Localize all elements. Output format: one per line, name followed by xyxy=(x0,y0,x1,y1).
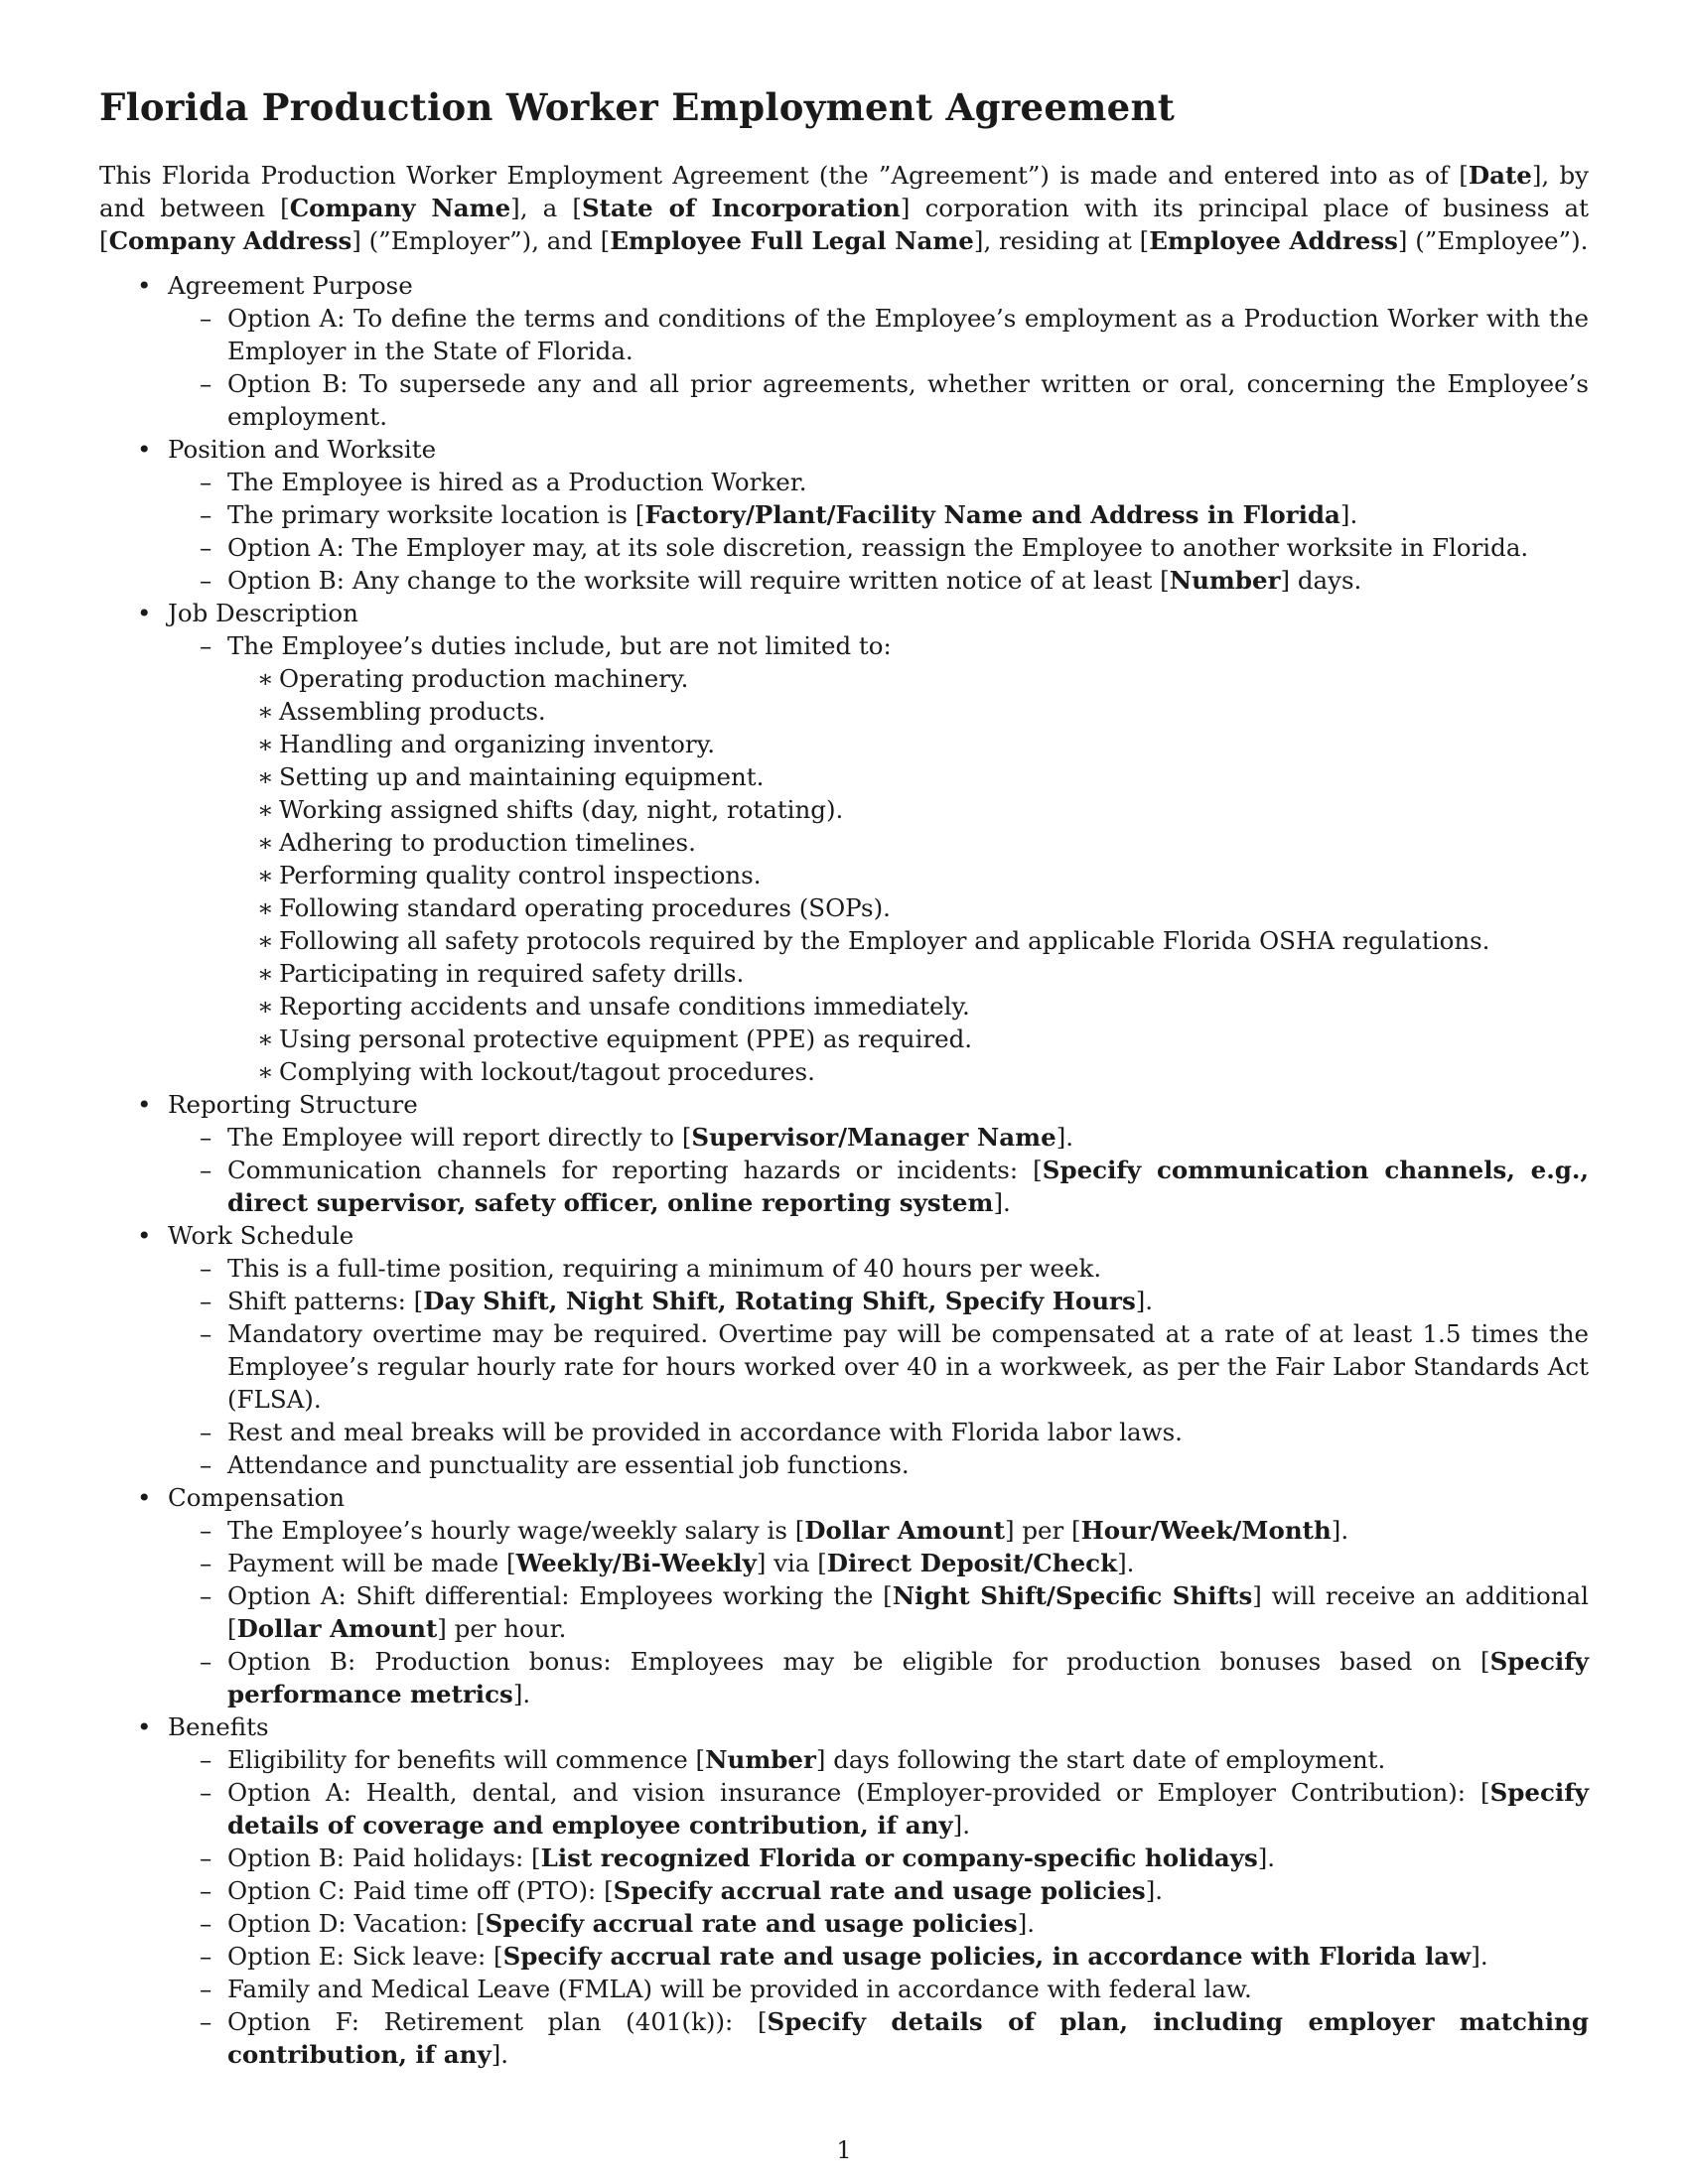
text-run: ] days following the start date of employment. xyxy=(815,1745,1386,1775)
text-run: Mandatory overtime may be required. Overtime pay will be compensated at a rate of at least 1.5 times the Employee’s regular hourly rate for hours worked over 40 in a workweek, as per the Fair Labor Standards Act (FLSA). xyxy=(227,1319,1589,1415)
text-run: Option A: Health, dental, and vision insurance (Employer-provided or Employer Contribution): [ xyxy=(227,1778,1490,1808)
duty-item xyxy=(227,793,1589,826)
duty-text: Following standard operating procedures (SOPs). xyxy=(279,893,891,923)
placeholder-field: Night Shift/Specific Shifts xyxy=(892,1581,1253,1611)
duty-item xyxy=(227,695,1589,728)
duty-item xyxy=(227,1055,1589,1088)
text-run: ] corporation with its principal place of business at [ xyxy=(99,194,1590,256)
text-run: ]. xyxy=(952,1811,970,1841)
clause-item xyxy=(168,1547,1589,1579)
placeholder-field: Employee Full Legal Name xyxy=(610,226,974,256)
clause-item xyxy=(168,1121,1589,1154)
section-item xyxy=(99,597,1589,1088)
clause-item xyxy=(168,1645,1589,1710)
asterisk-marker: ∗ xyxy=(257,762,274,792)
clause-item xyxy=(168,498,1589,531)
asterisk-marker: ∗ xyxy=(257,893,274,923)
text-run: The Employee is hired as a Production Worker. xyxy=(227,468,807,497)
placeholder-field: Specify details of coverage and employee contribution, if any xyxy=(227,1778,1589,1841)
text-run: ] per hour. xyxy=(437,1614,567,1644)
dash-marker: – xyxy=(200,1123,212,1153)
clause-item xyxy=(168,2005,1589,2071)
clause-item xyxy=(168,1907,1589,1940)
dash-marker: – xyxy=(200,1745,212,1775)
placeholder-field: Date xyxy=(1468,161,1532,191)
asterisk-marker: ∗ xyxy=(257,828,274,858)
section-item xyxy=(99,1710,1589,2071)
dash-marker: – xyxy=(200,369,212,399)
clause-item xyxy=(168,1514,1589,1547)
text-run: Payment will be made [ xyxy=(227,1549,516,1578)
clause-list xyxy=(168,1121,1589,1219)
duty-item xyxy=(227,859,1589,891)
section-heading: Work Schedule xyxy=(168,1221,354,1251)
clause-item xyxy=(168,1448,1589,1481)
asterisk-marker: ∗ xyxy=(257,959,274,989)
duty-item xyxy=(227,924,1589,957)
text-run: Family and Medical Leave (FMLA) will be provided in accordance with federal law. xyxy=(227,1975,1252,2004)
asterisk-marker: ∗ xyxy=(257,1057,274,1087)
placeholder-field: Specify communication channels, e.g., direct supervisor, safety officer, online reporting system xyxy=(227,1156,1589,1218)
dash-marker: – xyxy=(200,1975,212,2004)
text-run: ] via [ xyxy=(756,1549,827,1578)
placeholder-field: Day Shift, Night Shift, Rotating Shift, Specify Hours xyxy=(423,1287,1136,1316)
duty-item xyxy=(227,957,1589,990)
text-run: Option A: Shift differential: Employees working the [ xyxy=(227,1581,893,1611)
bullet-marker: • xyxy=(137,599,152,628)
placeholder-field: Number xyxy=(705,1745,816,1775)
clause-item xyxy=(168,1252,1589,1285)
placeholder-field: Specify accrual rate and usage policies xyxy=(485,1909,1018,1939)
asterisk-marker: ∗ xyxy=(257,795,274,825)
text-run: Option F: Retirement plan (401(k)): [ xyxy=(227,2007,768,2037)
duty-item xyxy=(227,826,1589,859)
dash-marker: – xyxy=(200,1319,212,1349)
text-run: This Florida Production Worker Employment Agreement (the ”Agreement”) is made and entered into as of [ xyxy=(99,161,1469,191)
dash-marker: – xyxy=(200,1581,212,1611)
page-number: 1 xyxy=(836,2136,852,2164)
dash-marker: – xyxy=(200,1778,212,1808)
dash-marker: – xyxy=(200,1156,212,1185)
text-run: ]. xyxy=(1017,1909,1036,1939)
duty-text: Performing quality control inspections. xyxy=(279,861,762,890)
dash-marker: – xyxy=(200,1254,212,1284)
dash-marker: – xyxy=(200,1287,212,1316)
dash-marker: – xyxy=(200,1909,212,1939)
dash-marker: – xyxy=(200,1418,212,1447)
dash-marker: – xyxy=(200,1942,212,1972)
text-run: ] per [ xyxy=(1005,1516,1081,1546)
text-run: ], residing at [ xyxy=(973,226,1150,256)
clause-item xyxy=(168,1973,1589,2005)
placeholder-field: Hour/Week/Month xyxy=(1080,1516,1332,1546)
text-run: Option B: Paid holidays: [ xyxy=(227,1843,541,1873)
text-run: Communication channels for reporting hazards or incidents: [ xyxy=(227,1156,1043,1185)
duty-text: Assembling products. xyxy=(279,697,546,727)
dash-marker: – xyxy=(200,631,212,661)
duty-item xyxy=(227,990,1589,1023)
clause-list xyxy=(168,466,1589,597)
placeholder-field: List recognized Florida or company-specific holidays xyxy=(540,1843,1258,1873)
dash-marker: – xyxy=(200,468,212,497)
duty-item xyxy=(227,891,1589,924)
text-run: Option B: Production bonus: Employees may be eligible for production bonuses based on [ xyxy=(227,1647,1490,1677)
text-run: ] (”Employee”). xyxy=(1397,226,1589,256)
section-heading: Reporting Structure xyxy=(168,1090,418,1120)
text-run: The Employee’s hourly wage/weekly salary is [ xyxy=(227,1516,805,1546)
clause-item xyxy=(168,1940,1589,1973)
section-heading: Benefits xyxy=(168,1712,269,1742)
placeholder-field: Supervisor/Manager Name xyxy=(691,1123,1056,1153)
placeholder-field: Specify accrual rate and usage policies xyxy=(613,1876,1146,1906)
section-item xyxy=(99,433,1589,597)
text-run: ] (”Employer”), and [ xyxy=(352,226,611,256)
placeholder-field: Specify details of plan, including employer matching contribution, if any xyxy=(227,2007,1589,2070)
placeholder-field: Direct Deposit/Check xyxy=(826,1549,1118,1578)
clause-list xyxy=(168,1514,1589,1710)
text-run: Option B: To supersede any and all prior agreements, whether written or oral, concerning the Employee’s employment. xyxy=(227,369,1589,432)
clause-item xyxy=(168,1317,1589,1416)
duty-text: Operating production machinery. xyxy=(279,664,689,694)
placeholder-field: Employee Address xyxy=(1149,226,1398,256)
placeholder-field: State of Incorporation xyxy=(581,194,901,223)
text-run: ]. xyxy=(1339,500,1358,530)
dash-marker: – xyxy=(200,2007,212,2037)
text-run: This is a full-time position, requiring a minimum of 40 hours per week. xyxy=(227,1254,1102,1284)
duty-text: Working assigned shifts (day, night, rotating). xyxy=(279,795,844,825)
asterisk-marker: ∗ xyxy=(257,926,274,956)
duty-item xyxy=(227,662,1589,695)
duty-item xyxy=(227,728,1589,760)
text-run: ]. xyxy=(1135,1287,1154,1316)
duty-text: Participating in required safety drills. xyxy=(279,959,745,989)
duty-text: Adhering to production timelines. xyxy=(279,828,696,858)
bullet-marker: • xyxy=(137,1483,152,1513)
asterisk-marker: ∗ xyxy=(257,1024,274,1054)
clause-item xyxy=(168,1154,1589,1219)
clause-item xyxy=(168,1842,1589,1874)
bullet-marker: • xyxy=(137,435,152,465)
clause-item xyxy=(168,302,1589,367)
clause-list xyxy=(168,1743,1589,2071)
text-run: Option C: Paid time off (PTO): [ xyxy=(227,1876,614,1906)
text-run: ]. xyxy=(491,2040,509,2070)
clause-item xyxy=(168,1874,1589,1907)
intro-paragraph xyxy=(99,159,1589,257)
placeholder-field: Number xyxy=(1169,566,1281,596)
section-item xyxy=(99,269,1589,433)
dash-marker: – xyxy=(200,1549,212,1578)
text-run: ], by and between [ xyxy=(99,161,1589,223)
section-list xyxy=(99,269,1589,2071)
text-run: Option E: Sick leave: [ xyxy=(227,1942,503,1972)
clause-item xyxy=(168,1416,1589,1448)
text-run: ]. xyxy=(1145,1876,1164,1906)
asterisk-marker: ∗ xyxy=(257,861,274,890)
duty-text: Following all safety protocols required by the Employer and applicable Florida OSHA regulations. xyxy=(279,926,1490,956)
duty-text: Complying with lockout/tagout procedures. xyxy=(279,1057,815,1087)
text-run: Option A: The Employer may, at its sole discretion, reassign the Employee to another worksite in Florida. xyxy=(227,533,1529,563)
placeholder-field: Factory/Plant/Facility Name and Address in Florida xyxy=(644,500,1340,530)
text-run: ]. xyxy=(1117,1549,1135,1578)
document-title: Florida Production Worker Employment Agreement xyxy=(99,85,1176,129)
clause-list xyxy=(168,302,1589,433)
text-run: ], a [ xyxy=(510,194,582,223)
text-run: Shift patterns: [ xyxy=(227,1287,424,1316)
text-run: Option B: Any change to the worksite will require written notice of at least [ xyxy=(227,566,1170,596)
clause-item xyxy=(168,564,1589,597)
dash-marker: – xyxy=(200,500,212,530)
clause-item xyxy=(168,1579,1589,1645)
section-heading: Job Description xyxy=(168,599,358,628)
bullet-marker: • xyxy=(137,1712,152,1742)
placeholder-field: Dollar Amount xyxy=(804,1516,1006,1546)
document-page xyxy=(99,85,1589,2071)
text-run: ] days. xyxy=(1280,566,1362,596)
dash-marker: – xyxy=(200,566,212,596)
duty-item xyxy=(227,1023,1589,1055)
text-run: ]. xyxy=(993,1188,1011,1218)
placeholder-field: Company Address xyxy=(108,226,352,256)
text-run: The Employee will report directly to [ xyxy=(227,1123,692,1153)
duty-text: Handling and organizing inventory. xyxy=(279,730,715,759)
bullet-marker: • xyxy=(137,1090,152,1120)
placeholder-field: Specify accrual rate and usage policies, in accordance with Florida law xyxy=(502,1942,1472,1972)
dash-marker: – xyxy=(200,533,212,563)
clause-list xyxy=(168,1252,1589,1481)
placeholder-field: Weekly/Bi-Weekly xyxy=(515,1549,757,1578)
bullet-marker: • xyxy=(137,271,152,301)
clause-item xyxy=(168,367,1589,433)
placeholder-field: Dollar Amount xyxy=(236,1614,438,1644)
clause-list xyxy=(168,629,1589,1088)
text-run: Attendance and punctuality are essential job functions. xyxy=(227,1450,910,1480)
text-run: ] will receive an additional [ xyxy=(227,1581,1589,1644)
text-run: Rest and meal breaks will be provided in accordance with Florida labor laws. xyxy=(227,1418,1183,1447)
asterisk-marker: ∗ xyxy=(257,697,274,727)
dash-marker: – xyxy=(200,1876,212,1906)
clause-item xyxy=(168,1285,1589,1317)
clause-item xyxy=(168,531,1589,564)
text-run: Eligibility for benefits will commence [ xyxy=(227,1745,706,1775)
text-run: Option D: Vacation: [ xyxy=(227,1909,486,1939)
placeholder-field: Specify performance metrics xyxy=(227,1647,1589,1709)
clause-item xyxy=(168,629,1589,1088)
placeholder-field: Company Name xyxy=(289,194,511,223)
dash-marker: – xyxy=(200,1647,212,1677)
section-item xyxy=(99,1088,1589,1219)
dash-marker: – xyxy=(200,1450,212,1480)
text-run: ]. xyxy=(512,1680,531,1709)
section-item xyxy=(99,1481,1589,1710)
dash-marker: – xyxy=(200,1516,212,1546)
section-heading: Compensation xyxy=(168,1483,346,1513)
text-run: ]. xyxy=(1257,1843,1276,1873)
text-run: Option A: To define the terms and conditions of the Employee’s employment as a Production Worker with the Employer in the State of Florida. xyxy=(227,304,1589,366)
text-run: The primary worksite location is [ xyxy=(227,500,645,530)
text-run: ]. xyxy=(1331,1516,1349,1546)
duty-text: Reporting accidents and unsafe conditions immediately. xyxy=(279,992,970,1022)
duty-item xyxy=(227,760,1589,793)
section-heading: Position and Worksite xyxy=(168,435,437,465)
dash-marker: – xyxy=(200,304,212,334)
asterisk-marker: ∗ xyxy=(257,664,274,694)
clause-item xyxy=(168,1743,1589,1776)
text-run: The Employee’s duties include, but are not limited to: xyxy=(227,631,892,661)
duty-list xyxy=(227,662,1589,1088)
text-run: ]. xyxy=(1471,1942,1488,1972)
clause-item xyxy=(168,1776,1589,1842)
bullet-marker: • xyxy=(137,1221,152,1251)
asterisk-marker: ∗ xyxy=(257,992,274,1022)
text-run: ]. xyxy=(1055,1123,1074,1153)
duty-text: Using personal protective equipment (PPE) as required. xyxy=(279,1024,973,1054)
asterisk-marker: ∗ xyxy=(257,730,274,759)
dash-marker: – xyxy=(200,1843,212,1873)
section-heading: Agreement Purpose xyxy=(168,271,413,301)
duty-text: Setting up and maintaining equipment. xyxy=(279,762,765,792)
clause-item xyxy=(168,466,1589,498)
section-item xyxy=(99,1219,1589,1481)
